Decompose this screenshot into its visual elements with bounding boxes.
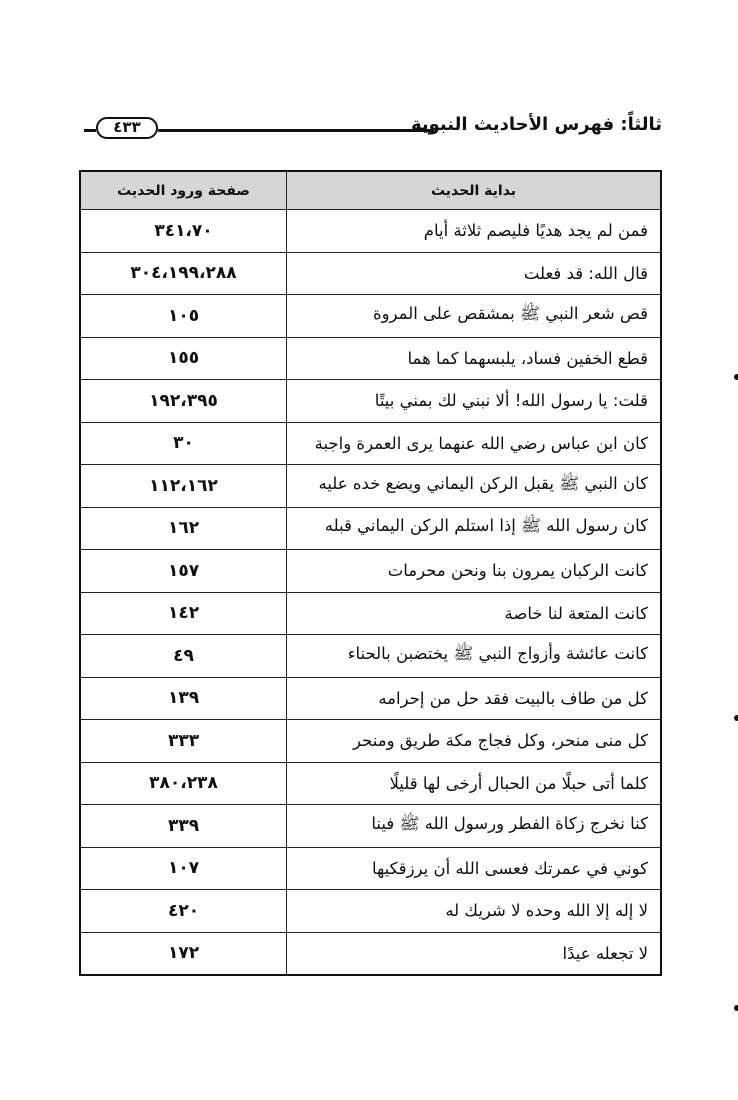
table-row (81, 804, 660, 847)
hadith-start-cell: كلما أتى حبلًا من الحبال أرخى لها قليلًا (286, 763, 660, 805)
page-refs-cell: ١٥٥ (167, 348, 200, 369)
hadith-start-cell: قلت: يا رسول الله! ألا نبني لك بمني بيتًا (286, 380, 660, 422)
column-header-hadith: بداية الحديث (286, 172, 660, 209)
page-refs-cell: ٣٤١،٧٠ (154, 220, 213, 241)
header-rule-left (84, 129, 96, 132)
hadith-start-cell: قطع الخفين فساد، يلبسهما كما هما (286, 338, 660, 380)
table-row (81, 592, 660, 635)
table-row (81, 507, 660, 550)
margin-mark (734, 715, 738, 721)
page-header (84, 114, 662, 144)
page-refs-cell: ١٠٥ (167, 305, 200, 326)
table-row (81, 719, 660, 762)
table-row (81, 762, 660, 805)
page-refs-cell: ١٦٢ (167, 518, 200, 539)
column-header-pages: صفحة ورود الحديث (117, 182, 250, 199)
page-refs-cell: ٤٩ (173, 645, 194, 666)
margin-mark (734, 374, 738, 380)
hadith-start-cell: كان ابن عباس رضي الله عنهما يرى العمرة واجبة (286, 423, 660, 465)
table-body (81, 209, 660, 974)
section-title: ثالثاً: فهرس الأحاديث النبوية (410, 114, 662, 135)
table-row (81, 847, 660, 890)
table-row (81, 209, 660, 252)
hadith-start-cell: لا إله إلا الله وحده لا شريك له (286, 890, 660, 932)
hadith-start-cell: كانت المتعة لنا خاصة (286, 593, 660, 635)
table-row (81, 294, 660, 337)
hadith-start-cell: فمن لم يجد هديًا فليصم ثلاثة أيام (286, 210, 660, 252)
hadith-start-cell: كانت عائشة وأزواج النبي ﷺ يختضبن بالحناء (286, 635, 660, 677)
page-refs-cell: ١٤٢ (167, 603, 200, 624)
table-row (81, 889, 660, 932)
hadith-start-cell: كل من طاف بالبيت فقد حل من إحرامه (286, 678, 660, 720)
page-refs-cell: ١١٢،١٦٢ (149, 475, 218, 496)
hadith-start-cell: قص شعر النبي ﷺ بمشقص على المروة (286, 295, 660, 337)
page-refs-cell: ٣٠٤،١٩٩،٢٨٨ (130, 263, 237, 284)
hadith-start-cell: كوني في عمرتك فعسى الله أن يرزقكيها (286, 848, 660, 890)
page-refs-cell: ١٠٧ (167, 858, 200, 879)
table-row (81, 337, 660, 380)
page-refs-cell: ١٣٩ (167, 688, 200, 709)
header-rule (158, 129, 434, 132)
hadith-start-cell: كانت الركبان يمرون بنا ونحن محرمات (286, 550, 660, 592)
hadith-start-cell: لا تجعله عيدًا (286, 933, 660, 975)
margin-mark (734, 1005, 738, 1011)
table-row (81, 549, 660, 592)
table-row (81, 464, 660, 507)
page-refs-cell: ٣٣٩ (167, 815, 200, 836)
page-number: ٤٣٣ (96, 117, 158, 139)
table-row (81, 677, 660, 720)
page-refs-cell: ١٥٧ (167, 560, 200, 581)
table-header-row (81, 172, 660, 209)
table-row (81, 379, 660, 422)
page-refs-cell: ٣٨٠،٢٣٨ (149, 773, 218, 794)
hadith-start-cell: كل منى منحر، وكل فجاج مكة طريق ومنحر (286, 720, 660, 762)
table-row (81, 634, 660, 677)
page-refs-cell: ٣٣٣ (167, 730, 200, 751)
page-refs-cell: ١٩٢،٣٩٥ (149, 390, 218, 411)
hadith-start-cell: كان رسول الله ﷺ إذا استلم الركن اليماني قبله (286, 508, 660, 550)
hadith-start-cell: كان النبي ﷺ يقبل الركن اليماني ويضع خده عليه (286, 465, 660, 507)
table-row (81, 422, 660, 465)
hadith-start-cell: قال الله: قد فعلت (286, 253, 660, 295)
page-refs-cell: ٤٢٠ (167, 900, 200, 921)
hadith-index-table (79, 170, 662, 976)
table-row (81, 252, 660, 295)
page-refs-cell: ٣٠ (173, 433, 194, 454)
table-row (81, 932, 660, 975)
hadith-start-cell: كنا نخرج زكاة الفطر ورسول الله ﷺ فينا (286, 805, 660, 847)
page-refs-cell: ١٧٢ (167, 943, 200, 964)
